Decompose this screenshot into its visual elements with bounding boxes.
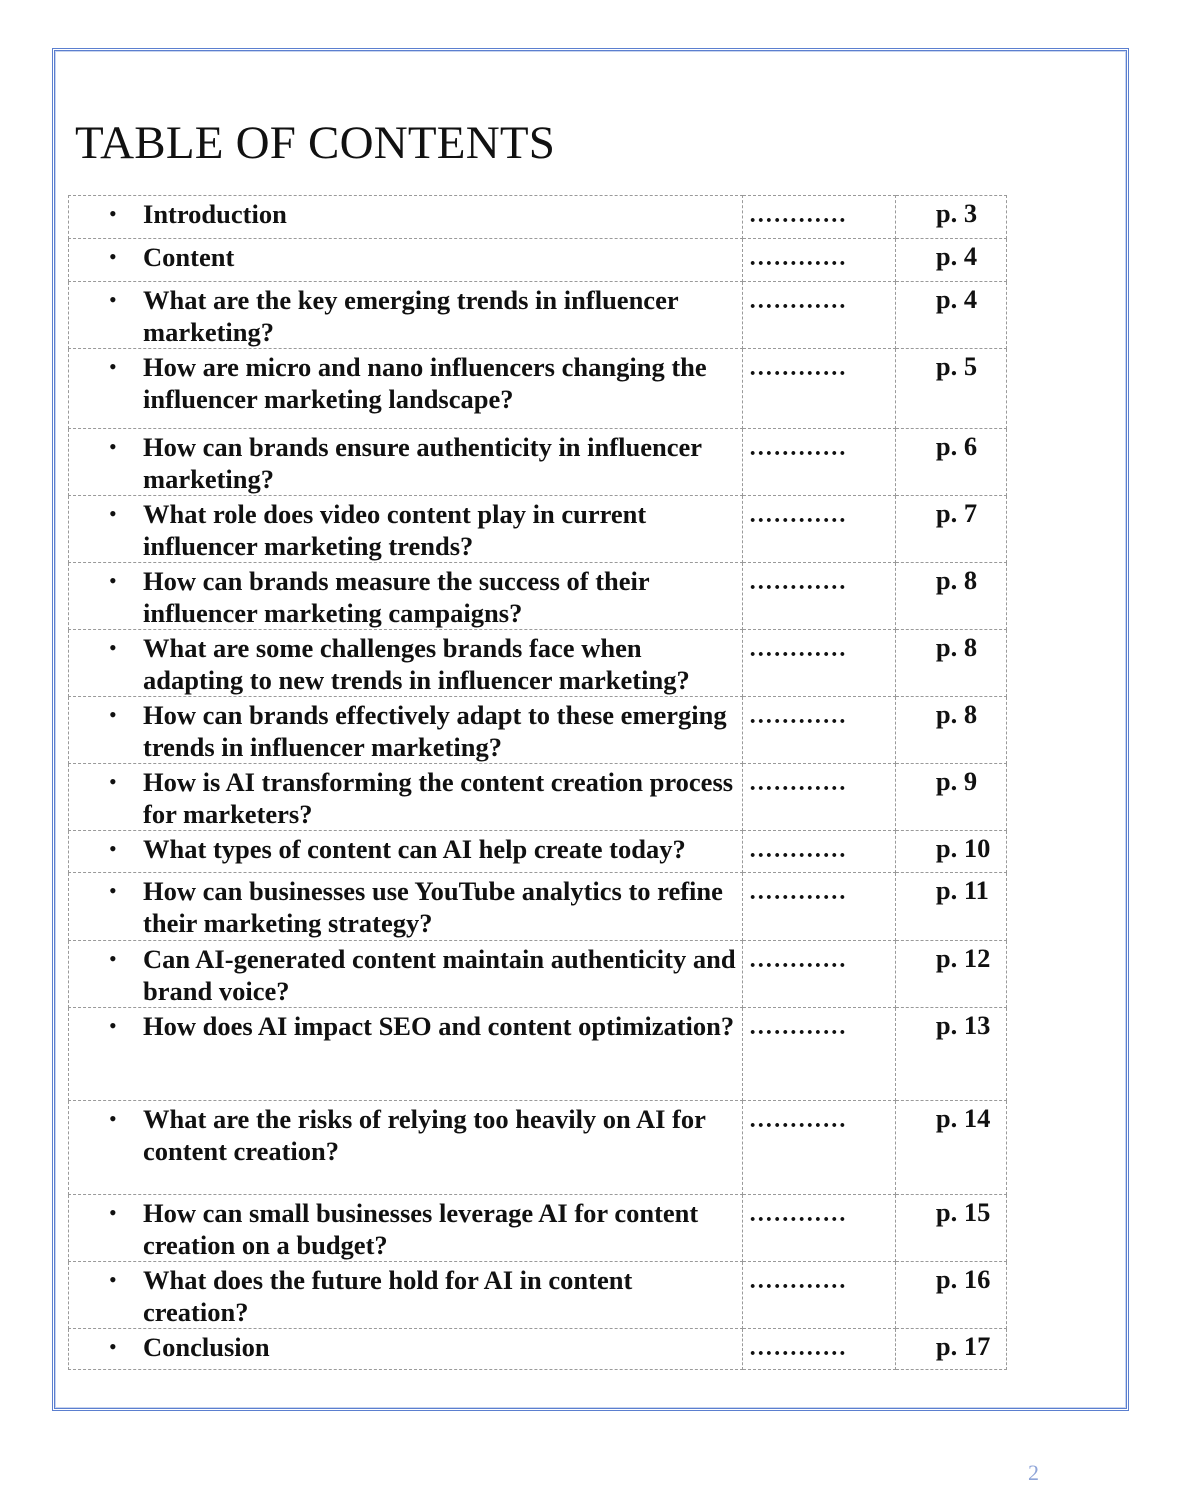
bullet-icon: • <box>109 836 117 861</box>
toc-entry-title: What are the key emerging trends in influencer marketing? <box>143 285 679 347</box>
toc-leader-dots: ………… <box>742 349 895 429</box>
toc-entry-title-cell <box>69 831 743 873</box>
toc-entry-page: p. 4 <box>895 282 1006 349</box>
toc-entry-title-cell <box>69 349 743 429</box>
toc-entry-title: What types of content can AI help create today? <box>143 834 686 864</box>
bullet-icon: • <box>109 1200 117 1225</box>
toc-leader-dots: ………… <box>742 697 895 764</box>
toc-row <box>69 1008 1007 1101</box>
toc-entry-page: p. 8 <box>895 697 1006 764</box>
toc-entry-title-cell <box>69 196 743 239</box>
bullet-icon: • <box>109 244 117 269</box>
toc-entry-title-cell <box>69 1329 743 1370</box>
toc-leader-dots: ………… <box>742 630 895 697</box>
toc-entry-page: p. 12 <box>895 941 1006 1008</box>
toc-entry-page: p. 13 <box>895 1008 1006 1101</box>
bullet-icon: • <box>109 501 117 526</box>
toc-entry-title: How does AI impact SEO and content optimization? <box>143 1011 735 1041</box>
toc-entry-page: p. 8 <box>895 563 1006 630</box>
toc-entry-title-cell <box>69 630 743 697</box>
bullet-icon: • <box>109 1013 117 1038</box>
toc-row <box>69 196 1007 239</box>
toc-leader-dots: ………… <box>742 831 895 873</box>
toc-leader-dots: ………… <box>742 1101 895 1195</box>
toc-row <box>69 764 1007 831</box>
toc-entry-title: How can brands effectively adapt to these emerging trends in influencer marketing? <box>143 700 727 762</box>
toc-row <box>69 1195 1007 1262</box>
toc-entry-page: p. 6 <box>895 429 1006 496</box>
bullet-icon: • <box>109 201 117 226</box>
toc-heading: TABLE OF CONTENTS <box>75 117 556 169</box>
toc-entry-page: p. 4 <box>895 239 1006 282</box>
toc-entry-page: p. 15 <box>895 1195 1006 1262</box>
toc-row <box>69 630 1007 697</box>
toc-leader-dots: ………… <box>742 429 895 496</box>
toc-entry-title-cell <box>69 496 743 563</box>
toc-entry-page: p. 11 <box>895 873 1006 941</box>
toc-entry-title-cell <box>69 764 743 831</box>
toc-entry-title: How can small businesses leverage AI for content creation on a budget? <box>143 1198 699 1260</box>
toc-entry-title: Introduction <box>143 199 287 229</box>
toc-entry-title-cell <box>69 941 743 1008</box>
toc-row <box>69 1101 1007 1195</box>
toc-entry-title: What role does video content play in current influencer marketing trends? <box>143 499 647 561</box>
toc-leader-dots: ………… <box>742 282 895 349</box>
toc-entry-title: What are some challenges brands face when adapting to new trends in influencer marketing? <box>143 633 690 695</box>
toc-entry-title-cell <box>69 1008 743 1101</box>
toc-entry-title: How can brands measure the success of their influencer marketing campaigns? <box>143 566 650 628</box>
toc-row <box>69 697 1007 764</box>
toc-row <box>69 563 1007 630</box>
bullet-icon: • <box>109 702 117 727</box>
toc-row <box>69 349 1007 429</box>
bullet-icon: • <box>109 568 117 593</box>
toc-row <box>69 1262 1007 1329</box>
toc-leader-dots: ………… <box>742 496 895 563</box>
bullet-icon: • <box>109 287 117 312</box>
toc-leader-dots: ………… <box>742 1008 895 1101</box>
bullet-icon: • <box>109 1334 117 1359</box>
toc-leader-dots: ………… <box>742 764 895 831</box>
toc-entry-page: p. 14 <box>895 1101 1006 1195</box>
toc-row <box>69 496 1007 563</box>
toc-entry-title: What are the risks of relying too heavily on AI for content creation? <box>143 1104 706 1166</box>
toc-entry-page: p. 7 <box>895 496 1006 563</box>
toc-entry-title: How are micro and nano influencers changing the influencer marketing landscape? <box>143 352 707 414</box>
toc-entry-title: Can AI-generated content maintain authenticity and brand voice? <box>143 944 736 1006</box>
toc-leader-dots: ………… <box>742 196 895 239</box>
bullet-icon: • <box>109 1267 117 1292</box>
bullet-icon: • <box>109 878 117 903</box>
toc-leader-dots: ………… <box>742 1195 895 1262</box>
toc-entry-title-cell <box>69 697 743 764</box>
toc-entry-title-cell <box>69 1195 743 1262</box>
bullet-icon: • <box>109 354 117 379</box>
toc-row <box>69 282 1007 349</box>
toc-entry-page: p. 9 <box>895 764 1006 831</box>
toc-entry-title: What does the future hold for AI in content creation? <box>143 1265 633 1327</box>
bullet-icon: • <box>109 1106 117 1131</box>
toc-row <box>69 941 1007 1008</box>
toc-row <box>69 831 1007 873</box>
toc-leader-dots: ………… <box>742 563 895 630</box>
toc-row <box>69 239 1007 282</box>
toc-leader-dots: ………… <box>742 1262 895 1329</box>
toc-leader-dots: ………… <box>742 1329 895 1370</box>
toc-entry-title-cell <box>69 282 743 349</box>
toc-leader-dots: ………… <box>742 941 895 1008</box>
bullet-icon: • <box>109 769 117 794</box>
toc-entry-title: How can businesses use YouTube analytics to refine their marketing strategy? <box>143 876 723 938</box>
toc-entry-title: How can brands ensure authenticity in influencer marketing? <box>143 432 702 494</box>
page-number: 2 <box>1028 1460 1039 1485</box>
toc-entry-title: How is AI transforming the content creation process for marketers? <box>143 767 734 829</box>
toc-row <box>69 429 1007 496</box>
toc-entry-page: p. 5 <box>895 349 1006 429</box>
toc-entry-title: Content <box>143 242 235 272</box>
toc-entry-title-cell <box>69 1262 743 1329</box>
toc-entry-page: p. 16 <box>895 1262 1006 1329</box>
toc-entry-title-cell <box>69 873 743 941</box>
toc-row <box>69 1329 1007 1370</box>
toc-entry-title-cell <box>69 1101 743 1195</box>
bullet-icon: • <box>109 635 117 660</box>
toc-leader-dots: ………… <box>742 873 895 941</box>
toc-entry-page: p. 17 <box>895 1329 1006 1370</box>
toc-entry-title-cell <box>69 429 743 496</box>
toc-entry-page: p. 10 <box>895 831 1006 873</box>
toc-table <box>68 195 1007 1370</box>
toc-entry-title: Conclusion <box>143 1332 270 1362</box>
bullet-icon: • <box>109 434 117 459</box>
toc-row <box>69 873 1007 941</box>
toc-entry-page: p. 8 <box>895 630 1006 697</box>
bullet-icon: • <box>109 946 117 971</box>
toc-entry-title-cell <box>69 239 743 282</box>
toc-entry-title-cell <box>69 563 743 630</box>
toc-entry-page: p. 3 <box>895 196 1006 239</box>
toc-leader-dots: ………… <box>742 239 895 282</box>
